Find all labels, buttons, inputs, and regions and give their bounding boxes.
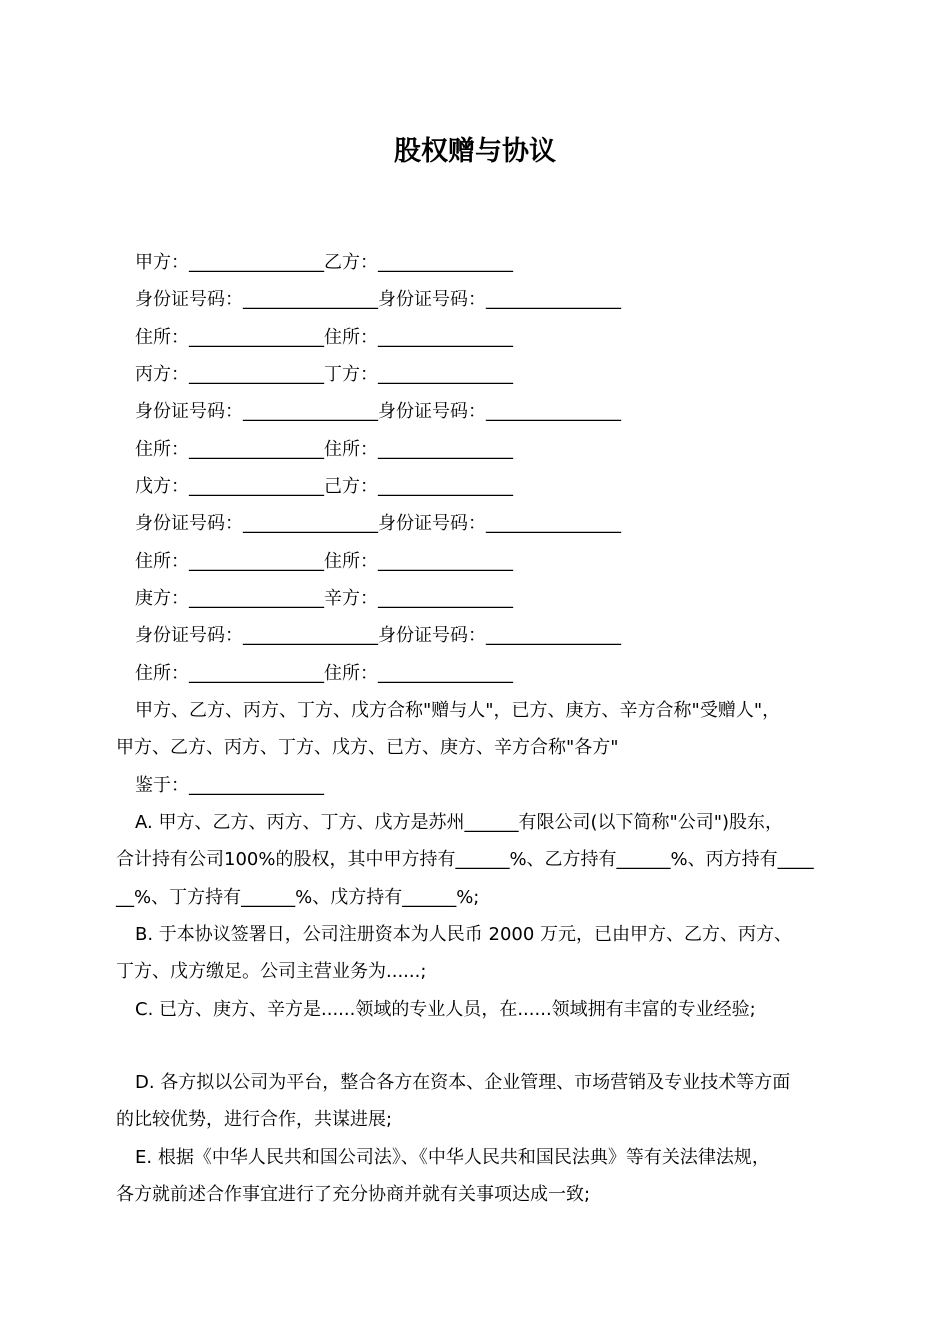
party-line: 身份证号码：_______________身份证号码：_______________ (135, 513, 621, 534)
party-line: 丙方：_______________丁方：_______________ (135, 364, 513, 385)
party-line: 身份证号码：_______________身份证号码：_______________ (135, 289, 621, 310)
definitions-line: 甲方、乙方、丙方、丁方、戊方、已方、庚方、辛方合称"各方" (116, 737, 619, 758)
document-title: 股权赠与协议 (394, 136, 556, 167)
party-line: 住所：_______________住所：_______________ (135, 327, 513, 348)
clause-b-line: B. 于本协议签署日，公司注册资本为人民币 2000 万元，已由甲方、乙方、丙方、 (135, 924, 793, 945)
party-line: 戊方：_______________己方：_______________ (135, 476, 513, 497)
party-line: 住所：_______________住所：_______________ (135, 663, 513, 684)
party-line: 住所：_______________住所：_______________ (135, 551, 513, 572)
party-line: 庚方：_______________辛方：_______________ (135, 588, 513, 609)
definitions-line: 甲方、乙方、丙方、丁方、戊方合称"赠与人"，已方、庚方、辛方合称"受赠人"， (135, 700, 781, 721)
party-line: 甲方：_______________乙方：_______________ (135, 252, 513, 273)
clause-a-line: 合计持有公司100%的股权，其中甲方持有______%、乙方持有______%、丙方持有____ (116, 849, 814, 870)
clause-a-line: __%、丁方持有______%、戊方持有______%; (116, 887, 480, 908)
party-line: 身份证号码：_______________身份证号码：_______________ (135, 625, 621, 646)
party-line: 身份证号码：_______________身份证号码：_______________ (135, 401, 621, 422)
clause-b-line: 丁方、戊方缴足。公司主营业务为......; (116, 961, 427, 982)
whereas-line: 鉴于：_______________ (135, 775, 324, 796)
clause-e-line: 各方就前述合作事宜进行了充分协商并就有关事项达成一致; (116, 1184, 591, 1205)
clause-a-line: A. 甲方、乙方、丙方、丁方、戊方是苏州______有限公司(以下简称"公司")股东， (135, 812, 784, 833)
clause-d-line: D. 各方拟以公司为平台，整合各方在资本、企业管理、市场营销及专业技术等方面 (135, 1072, 791, 1093)
clause-e-line: E. 根据《中华人民共和国公司法》、《中华人民共和国民法典》等有关法律法规， (135, 1147, 770, 1168)
party-line: 住所：_______________住所：_______________ (135, 439, 513, 460)
clause-d-line: 的比较优势，进行合作，共谋进展; (116, 1109, 393, 1130)
clause-c-line: C. 已方、庚方、辛方是......领域的专业人员，在......领域拥有丰富的专业经验; (135, 999, 756, 1020)
